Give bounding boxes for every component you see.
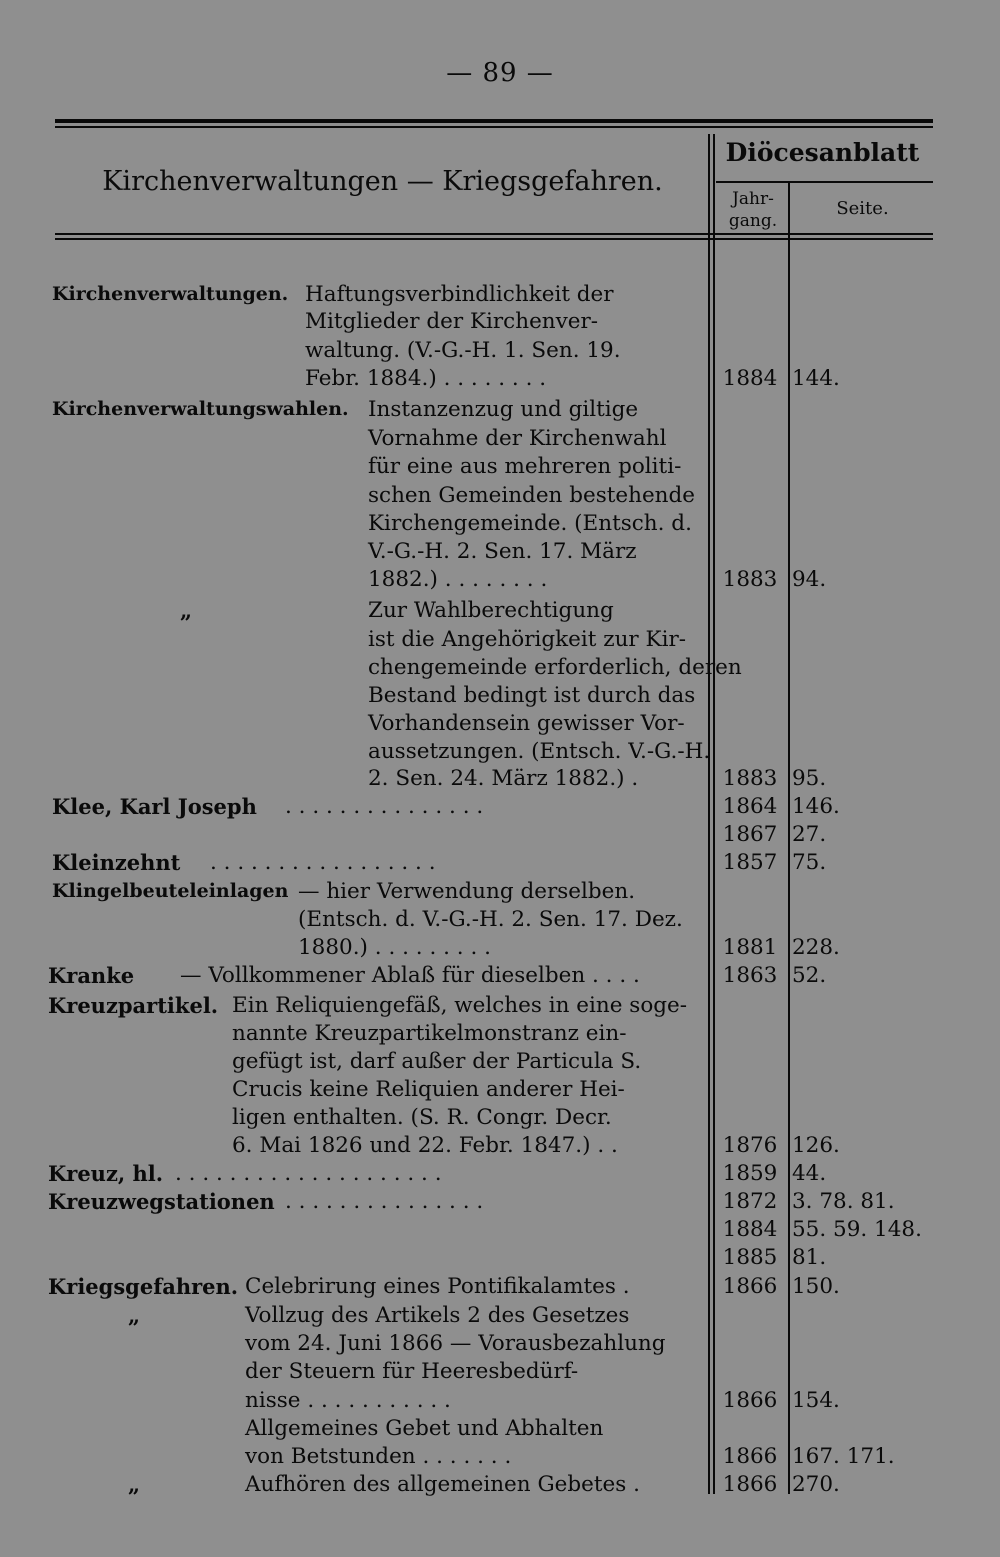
- entry-keyword: Kirchenverwaltungen.: [52, 283, 289, 305]
- entry-text: V.-G.-H. 2. Sen. 17. März: [368, 539, 637, 564]
- index-line: [0, 1272, 1000, 1301]
- entry-text: für eine aus mehreren politi-: [368, 454, 682, 479]
- header-title: Kirchenverwaltungen — Kriegsgefahren.: [102, 166, 663, 197]
- index-line: [0, 1470, 1000, 1499]
- entry-text: von Betstunden . . . . . . .: [245, 1444, 512, 1469]
- entry-page: 270.: [792, 1472, 840, 1497]
- index-line: [0, 1442, 1000, 1471]
- entry-year: 1857: [722, 850, 778, 875]
- entry-text: (Entsch. d. V.-G.-H. 2. Sen. 17. Dez.: [298, 907, 683, 932]
- index-line: [0, 653, 1000, 682]
- entry-keyword: Kreuzwegstationen: [48, 1189, 275, 1214]
- entry-keyword: Kirchenverwaltungswahlen.: [52, 398, 349, 420]
- index-line: [0, 681, 1000, 710]
- entry-keyword: „: [128, 1472, 141, 1497]
- entry-year: 1885: [722, 1245, 778, 1270]
- index-line: [0, 991, 1000, 1020]
- index-line: [0, 848, 1000, 877]
- entry-text: Bestand bedingt ist durch das: [368, 683, 696, 708]
- entry-text: nisse . . . . . . . . . . .: [245, 1388, 451, 1413]
- index-line: [0, 364, 1000, 393]
- entry-keyword: Klee, Karl Joseph: [52, 794, 257, 819]
- index-line: [0, 792, 1000, 821]
- entry-text: vom 24. Juni 1866 — Vorausbezahlung: [245, 1331, 666, 1356]
- entry-text: ligen enthalten. (S. R. Congr. Decr.: [232, 1105, 612, 1130]
- entry-text: 1880.) . . . . . . . . .: [298, 935, 491, 960]
- index-line: [0, 625, 1000, 654]
- entry-text: . . . . . . . . . . . . . . .: [285, 1189, 484, 1214]
- entry-text: — Vollkommener Ablaß für dieselben . . . .: [180, 963, 640, 988]
- entry-keyword: Kleinzehnt: [52, 850, 181, 875]
- index-line: [0, 596, 1000, 625]
- index-line: [0, 764, 1000, 793]
- index-line: [0, 424, 1000, 453]
- entry-text: aussetzungen. (Entsch. V.-G.-H.: [368, 739, 711, 764]
- entry-page: 167. 171.: [792, 1444, 895, 1469]
- header-subrule: [716, 181, 933, 183]
- entry-text: Instanzenzug und giltige: [368, 397, 639, 422]
- entry-text: Mitglieder der Kirchenver-: [305, 309, 599, 334]
- entry-text: Ein Reliquiengefäß, welches in eine soge-: [232, 993, 688, 1018]
- entry-year: 1863: [722, 963, 778, 988]
- entry-page: 228.: [792, 935, 840, 960]
- entry-text: chengemeinde erforderlich, deren: [368, 655, 742, 680]
- index-line: [0, 820, 1000, 849]
- index-line: [0, 509, 1000, 538]
- index-line: [0, 905, 1000, 934]
- entry-text: 6. Mai 1826 und 22. Febr. 1847.) . .: [232, 1133, 618, 1158]
- entry-year: 1876: [722, 1133, 778, 1158]
- entry-text: gefügt ist, darf außer der Particula S.: [232, 1049, 642, 1074]
- entry-text: Crucis keine Reliquien anderer Hei-: [232, 1077, 625, 1102]
- index-line: [0, 933, 1000, 962]
- index-line: [0, 961, 1000, 990]
- entry-page: 44.: [792, 1161, 827, 1186]
- index-line: [0, 565, 1000, 594]
- index-line: [0, 481, 1000, 510]
- index-line: [0, 1159, 1000, 1188]
- index-line: [0, 452, 1000, 481]
- entry-page: 3. 78. 81.: [792, 1189, 895, 1214]
- index-line: [0, 307, 1000, 336]
- entry-keyword: „: [180, 598, 193, 623]
- entry-text: Allgemeines Gebet und Abhalten: [245, 1416, 604, 1441]
- entry-text: . . . . . . . . . . . . . . . . .: [210, 850, 436, 875]
- index-line: [0, 537, 1000, 566]
- entry-text: Kirchengemeinde. (Entsch. d.: [368, 511, 692, 536]
- index-line: [0, 737, 1000, 766]
- index-line: [0, 1329, 1000, 1358]
- entry-year: 1881: [722, 935, 778, 960]
- header-bottom-rule-1: [55, 233, 933, 235]
- entry-text: Vollzug des Artikels 2 des Gesetzes: [245, 1303, 630, 1328]
- index-line: [0, 395, 1000, 424]
- index-line: [0, 1357, 1000, 1386]
- entry-year: 1864: [722, 794, 778, 819]
- entry-text: — hier Verwendung derselben.: [298, 879, 636, 904]
- index-line: [0, 709, 1000, 738]
- entry-page: 52.: [792, 963, 827, 988]
- index-line: [0, 1386, 1000, 1415]
- index-line: [0, 1243, 1000, 1272]
- index-line: [0, 1215, 1000, 1244]
- entry-page: 146.: [792, 794, 840, 819]
- entry-text: Zur Wahlberechtigung: [368, 598, 614, 623]
- entry-page: 144.: [792, 366, 840, 391]
- entry-text: 1882.) . . . . . . . .: [368, 567, 548, 592]
- index-line: [0, 1019, 1000, 1048]
- index-line: [0, 1301, 1000, 1330]
- top-rule-thin: [55, 126, 933, 128]
- entry-page: 81.: [792, 1245, 827, 1270]
- entry-year: 1866: [722, 1444, 778, 1469]
- index-line: [0, 1075, 1000, 1104]
- entry-text: der Steuern für Heeresbedürf-: [245, 1359, 579, 1384]
- entry-keyword: „: [128, 1303, 141, 1328]
- index-line: [0, 1047, 1000, 1076]
- header-jahrgang: Jahr- gang.: [728, 189, 778, 231]
- index-line: [0, 1131, 1000, 1160]
- entry-year: 1883: [722, 567, 778, 592]
- entry-year: 1872: [722, 1189, 778, 1214]
- entry-keyword: Kranke: [48, 963, 135, 988]
- entry-text: waltung. (V.-G.-H. 1. Sen. 19.: [305, 338, 621, 363]
- entry-page: 94.: [792, 567, 827, 592]
- entry-page: 55. 59. 148.: [792, 1217, 922, 1242]
- header-dioecesanblatt: Diöcesanblatt: [725, 138, 920, 167]
- entry-text: Haftungsverbindlichkeit der: [305, 282, 614, 307]
- entry-keyword: Kreuzpartikel.: [48, 993, 219, 1018]
- entry-year: 1859: [722, 1161, 778, 1186]
- entry-text: . . . . . . . . . . . . . . . . . . . .: [175, 1161, 442, 1186]
- entry-year: 1884: [722, 366, 778, 391]
- index-line: [0, 1414, 1000, 1443]
- entry-page: 95.: [792, 766, 827, 791]
- entry-text: Celebrirung eines Pontifikalamtes .: [245, 1274, 630, 1299]
- header-seite: Seite.: [836, 198, 889, 219]
- entry-year: 1866: [722, 1388, 778, 1413]
- page-number: — 89 —: [446, 58, 554, 88]
- entry-page: 150.: [792, 1274, 840, 1299]
- index-line: [0, 336, 1000, 365]
- index-line: [0, 1103, 1000, 1132]
- entry-text: ist die Angehörigkeit zur Kir-: [368, 627, 687, 652]
- entry-keyword: Kriegsgefahren.: [48, 1274, 239, 1299]
- top-rule-thick: [55, 119, 933, 123]
- entry-page: 27.: [792, 822, 827, 847]
- index-line: [0, 877, 1000, 906]
- header-bottom-rule-2: [55, 238, 933, 240]
- entry-text: schen Gemeinden bestehende: [368, 483, 696, 508]
- entry-year: 1883: [722, 766, 778, 791]
- entry-keyword: Kreuz, hl.: [48, 1161, 164, 1186]
- entry-year: 1867: [722, 822, 778, 847]
- entry-page: 75.: [792, 850, 827, 875]
- entry-page: 154.: [792, 1388, 840, 1413]
- entry-page: 126.: [792, 1133, 840, 1158]
- entry-text: Febr. 1884.) . . . . . . . .: [305, 366, 547, 391]
- entry-year: 1866: [722, 1274, 778, 1299]
- entry-text: 2. Sen. 24. März 1882.) .: [368, 766, 639, 791]
- index-line: [0, 1187, 1000, 1216]
- entry-year: 1884: [722, 1217, 778, 1242]
- entry-text: . . . . . . . . . . . . . . .: [285, 794, 484, 819]
- entry-keyword: Klingelbeuteleinlagen: [52, 880, 289, 902]
- entry-text: Vornahme der Kirchenwahl: [368, 426, 667, 451]
- entry-text: Vorhandensein gewisser Vor-: [368, 711, 685, 736]
- entry-text: Aufhören des allgemeinen Gebetes .: [245, 1472, 640, 1497]
- entry-year: 1866: [722, 1472, 778, 1497]
- entry-text: nannte Kreuzpartikelmonstranz ein-: [232, 1021, 627, 1046]
- index-line: [0, 280, 1000, 309]
